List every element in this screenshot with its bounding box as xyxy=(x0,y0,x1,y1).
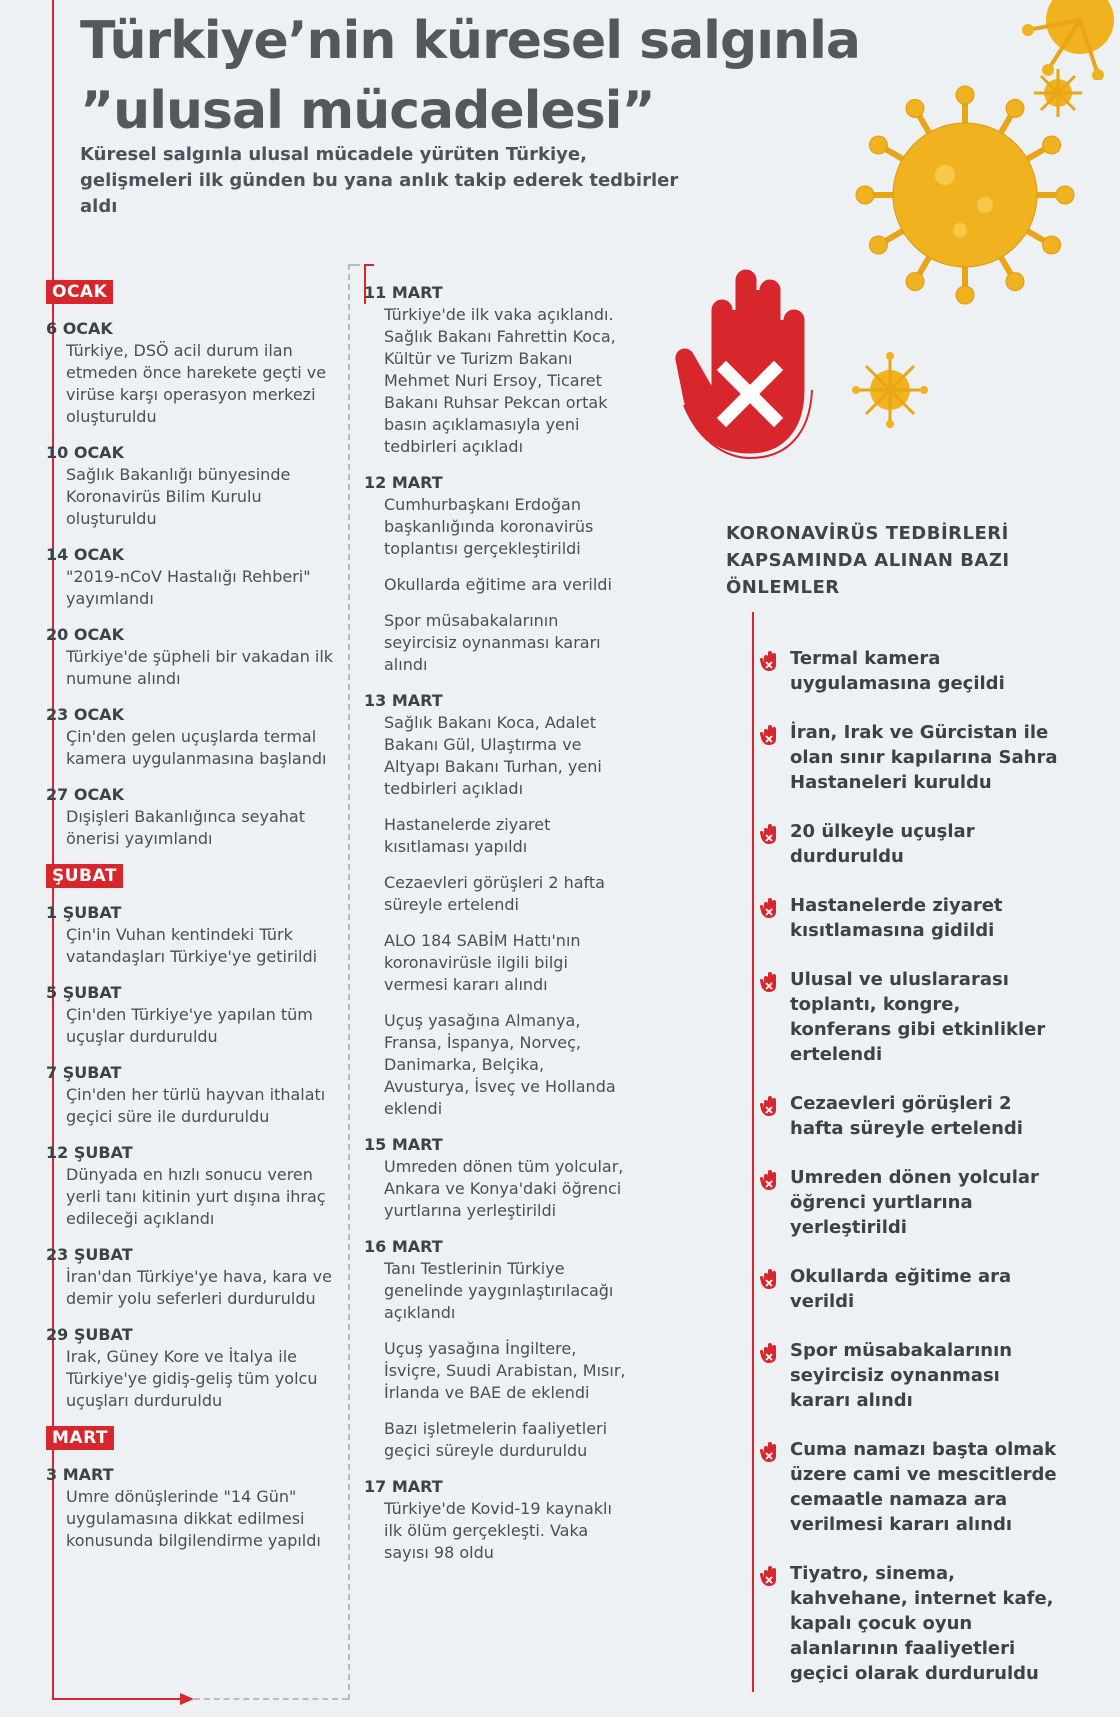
event-date: 15 MART xyxy=(364,1135,443,1154)
small-hand-icon xyxy=(760,1267,778,1289)
measure-item xyxy=(760,1561,1060,1686)
measure-item xyxy=(760,646,1060,696)
event-text: Dışişleri Bakanlığınca seyahat önerisi yayımlandı xyxy=(66,807,305,848)
measures-rail xyxy=(752,612,754,1692)
measure-text: Ulusal ve uluslararası toplantı, kongre, konferans gibi etkinlikler ertelendi xyxy=(790,969,1046,1065)
event-date: 20 OCAK xyxy=(46,625,124,644)
small-hand-icon xyxy=(760,649,778,671)
event-text: Okullarda eğitime ara verildi xyxy=(384,575,612,594)
event-text: Uçuş yasağına İngiltere, İsviçre, Suudi Arabistan, Mısır, İrlanda ve BAE de eklendi xyxy=(384,1339,626,1402)
timeline-rail-mid-top xyxy=(364,264,374,266)
timeline-event xyxy=(364,472,634,676)
event-date: 7 ŞUBAT xyxy=(46,1063,122,1082)
timeline-connector-bottom xyxy=(194,1698,348,1700)
title-line-2: ”ulusal mücadelesi” xyxy=(80,81,655,141)
measure-item xyxy=(760,1165,1060,1240)
timeline-connector-vertical xyxy=(348,264,350,1700)
measure-text: Tiyatro, sinema, kahvehane, internet kafe, kapalı çocuk oyun alanlarının faaliyetleri geçici olarak durduruldu xyxy=(790,1563,1054,1684)
event-date: 23 OCAK xyxy=(46,705,124,724)
event-date: 13 MART xyxy=(364,691,443,710)
event-text: Türkiye'de ilk vaka açıklandı. Sağlık Bakanı Fahrettin Koca, Kültür ve Turizm Bakanı Mehmet Nuri Ersoy, Ticaret Bakanı Ruhsar Pekcan ortak basın açıklamasıyla yeni tedbirleri açıkladı xyxy=(384,305,616,456)
small-hand-icon xyxy=(760,822,778,844)
event-text: Dünyada en hızlı sonucu veren yerli tanı kitinin yurt dışına ihraç edileceği açıklandı xyxy=(66,1165,326,1228)
event-text: Çin'den gelen uçuşlarda termal kamera uygulanmasına başlandı xyxy=(66,727,327,768)
measure-text: Okullarda eğitime ara verildi xyxy=(790,1266,1012,1312)
event-text: Cumhurbaşkanı Erdoğan başkanlığında koronavirüs toplantısı gerçekleştirildi xyxy=(384,495,594,558)
measure-text: 20 ülkeyle uçuşlar durduruldu xyxy=(790,821,975,867)
page-title xyxy=(80,6,860,146)
timeline-event xyxy=(364,1236,634,1462)
event-text: Çin'den her türlü hayvan ithalatı geçici süre ile durduruldu xyxy=(66,1085,326,1126)
timeline-event xyxy=(46,1062,336,1128)
measure-item xyxy=(760,1264,1060,1314)
event-text: Bazı işletmelerin faaliyetleri geçici süreyle durduruldu xyxy=(384,1419,608,1460)
event-text: Cezaevleri görüşleri 2 hafta süreyle ertelendi xyxy=(384,873,605,914)
small-hand-icon xyxy=(760,723,778,745)
event-date: 16 MART xyxy=(364,1237,443,1256)
timeline-event xyxy=(364,282,634,458)
event-date: 23 ŞUBAT xyxy=(46,1245,133,1264)
timeline-event xyxy=(46,982,336,1048)
small-hand-icon xyxy=(760,1094,778,1116)
measure-text: Cezaevleri görüşleri 2 hafta süreyle ertelendi xyxy=(790,1093,1023,1139)
measure-text: Termal kamera uygulamasına geçildi xyxy=(790,648,1005,694)
virus-icon xyxy=(1030,65,1086,121)
measures-list xyxy=(760,646,1060,1710)
month-label-mart: MART xyxy=(46,1426,114,1450)
month-label-subat: ŞUBAT xyxy=(46,864,123,888)
virus-icon xyxy=(850,350,930,430)
event-text: İran'dan Türkiye'ye hava, kara ve demir yolu seferleri durduruldu xyxy=(66,1267,332,1308)
event-date: 14 OCAK xyxy=(46,545,124,564)
event-text: ALO 184 SABİM Hattı'nın koronavirüsle ilgili bilgi vermesi kararı alındı xyxy=(384,931,581,994)
event-date: 3 MART xyxy=(46,1465,114,1484)
measure-item xyxy=(760,1437,1060,1537)
event-date: 6 OCAK xyxy=(46,319,113,338)
measures-title: KORONAVİRÜS TEDBİRLERİ KAPSAMINDA ALINAN BAZI ÖNLEMLER xyxy=(726,523,1010,598)
measure-text: Umreden dönen yolcular öğrenci yurtlarına yerleştirildi xyxy=(790,1167,1039,1238)
timeline-event xyxy=(46,1142,336,1230)
month-label-ocak: OCAK xyxy=(46,280,113,304)
timeline-column-middle xyxy=(364,282,634,1578)
event-text: Türkiye'de Kovid-19 kaynaklı ilk ölüm gerçekleşti. Vaka sayısı 98 oldu xyxy=(384,1499,612,1562)
event-text: Uçuş yasağına Almanya, Fransa, İspanya, Norveç, Danimarka, Belçika, Avusturya, İsveç ve Hollanda eklendi xyxy=(384,1011,616,1118)
measure-text: Cuma namazı başta olmak üzere cami ve mescitlerde cemaatle namaza ara verilmesi kararı alındı xyxy=(790,1439,1057,1535)
timeline-event xyxy=(46,902,336,968)
measure-text: Hastanelerde ziyaret kısıtlamasına gidildi xyxy=(790,895,1003,941)
arrow-right-icon xyxy=(180,1692,194,1706)
event-text: Sağlık Bakanlığı bünyesinde Koronavirüs Bilim Kurulu oluşturuldu xyxy=(66,465,291,528)
timeline-event xyxy=(46,704,336,770)
event-text: Çin'den Türkiye'ye yapılan tüm uçuşlar durduruldu xyxy=(66,1005,313,1046)
small-hand-icon xyxy=(760,1564,778,1586)
measure-text: Spor müsabakalarının seyircisiz oynanması kararı alındı xyxy=(790,1340,1013,1411)
event-date: 27 OCAK xyxy=(46,785,124,804)
event-date: 12 ŞUBAT xyxy=(46,1143,133,1162)
measure-item xyxy=(760,1091,1060,1141)
measure-item xyxy=(760,893,1060,943)
title-line-1: Türkiye’nin küresel salgınla xyxy=(80,11,860,71)
small-hand-icon xyxy=(760,896,778,918)
measure-item xyxy=(760,819,1060,869)
timeline-event xyxy=(46,624,336,690)
stop-hand-x-icon xyxy=(670,240,830,460)
small-hand-icon xyxy=(760,1341,778,1363)
timeline-event xyxy=(364,690,634,1120)
event-date: 5 ŞUBAT xyxy=(46,983,122,1002)
event-text: Türkiye'de şüpheli bir vakadan ilk numune alındı xyxy=(66,647,334,688)
timeline-event xyxy=(46,1244,336,1310)
small-hand-icon xyxy=(760,1440,778,1462)
timeline-event xyxy=(46,784,336,850)
event-date: 1 ŞUBAT xyxy=(46,903,122,922)
event-text: Türkiye, DSÖ acil durum ilan etmeden önce harekete geçti ve virüse karşı operasyon merkezi oluşturuldu xyxy=(66,341,327,426)
event-text: Hastanelerde ziyaret kısıtlaması yapıldı xyxy=(384,815,551,856)
timeline-column-left xyxy=(46,280,336,1566)
small-hand-icon xyxy=(760,1168,778,1190)
timeline-connector-top xyxy=(348,264,360,266)
timeline-rail-bottom xyxy=(52,1698,182,1700)
event-date: 11 MART xyxy=(364,283,443,302)
event-date: 17 MART xyxy=(364,1477,443,1496)
event-date: 10 OCAK xyxy=(46,443,124,462)
timeline-event xyxy=(364,1134,634,1222)
small-hand-icon xyxy=(760,970,778,992)
measure-item xyxy=(760,967,1060,1067)
timeline-event xyxy=(46,1464,336,1552)
event-text: Sağlık Bakanı Koca, Adalet Bakanı Gül, Ulaştırma ve Altyapı Bakanı Turhan, yeni tedbirleri açıkladı xyxy=(384,713,602,798)
measure-item xyxy=(760,1338,1060,1413)
measure-item xyxy=(760,720,1060,795)
event-text: Spor müsabakalarının seyircisiz oynanması kararı alındı xyxy=(384,611,601,674)
subtitle: Küresel salgınla ulusal mücadele yürüten Türkiye, gelişmeleri ilk günden bu yana anlık takip ederek tedbirler aldı xyxy=(80,144,679,217)
event-text: Tanı Testlerinin Türkiye genelinde yaygınlaştırılacağı açıklandı xyxy=(384,1259,614,1322)
event-text: "2019-nCoV Hastalığı Rehberi" yayımlandı xyxy=(66,567,311,608)
event-date: 12 MART xyxy=(364,473,443,492)
event-text: Umreden dönen tüm yolcular, Ankara ve Konya'daki öğrenci yurtlarına yerleştirildi xyxy=(384,1157,624,1220)
timeline-event xyxy=(46,1324,336,1412)
event-text: Umre dönüşlerinde "14 Gün" uygulamasına dikkat edilmesi konusunda bilgilendirme yapıldı xyxy=(66,1487,321,1550)
event-text: Irak, Güney Kore ve İtalya ile Türkiye'ye gidiş-geliş tüm yolcu uçuşları durduruldu xyxy=(66,1347,318,1410)
event-text: Çin'in Vuhan kentindeki Türk vatandaşları Türkiye'ye getirildi xyxy=(66,925,318,966)
event-date: 29 ŞUBAT xyxy=(46,1325,133,1344)
timeline-event xyxy=(46,442,336,530)
timeline-event xyxy=(46,318,336,428)
measure-text: İran, Irak ve Gürcistan ile olan sınır kapılarına Sahra Hastaneleri kuruldu xyxy=(790,722,1058,793)
timeline-event xyxy=(46,544,336,610)
timeline-event xyxy=(364,1476,634,1564)
